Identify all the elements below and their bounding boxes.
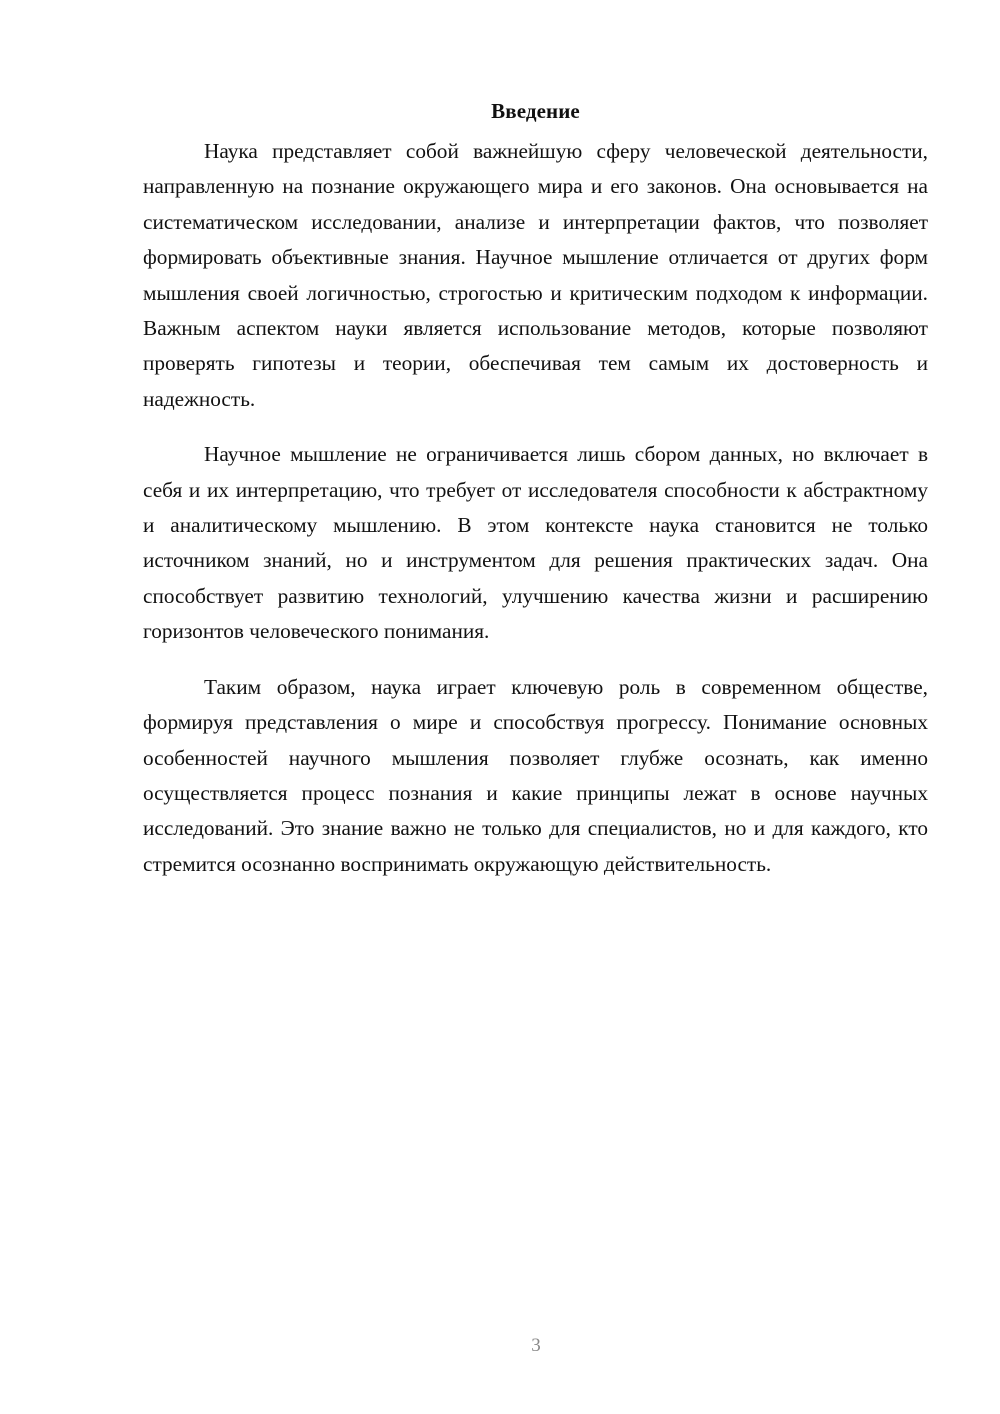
paragraph-2: Научное мышление не ограничивается лишь сбором данных, но включает в себя и их интерпретацию, что требует от исследователя способности к абстрактному и аналитическому мышлению. В этом контексте наука становится не только источником знаний, но и инструментом для решения практических задач. Она способствует развитию технологий, улучшению качества жизни и расширению горизонтов человеческого понимания. [143, 442, 928, 644]
page-content [143, 96, 928, 882]
section-title: Введение [491, 99, 580, 123]
paragraph-1: Наука представляет собой важнейшую сферу человеческой деятельности, направленную на познание окружающего мира и его законов. Она основывается на систематическом исследовании, анализе и интерпретации фактов, что позволяет формировать объективные знания. Научное мышление отличается от других форм мышления своей логичностью, строгостью и критическим подходом к информации. Важным аспектом науки является использование методов, которые позволяют проверять гипотезы и теории, обеспечивая тем самым их достоверность и надежность. [143, 139, 928, 411]
paragraph-3: Таким образом, наука играет ключевую роль в современном обществе, формируя представления о мире и способствуя прогрессу. Понимание основных особенностей научного мышления позволяет глубже осознать, как именно осуществляется процесс познания и какие принципы лежат в основе научных исследований. Это знание важно не только для специалистов, но и для каждого, кто стремится осознанно воспринимать окружающую действительность. [143, 674, 928, 876]
page-number: 3 [531, 1335, 541, 1356]
